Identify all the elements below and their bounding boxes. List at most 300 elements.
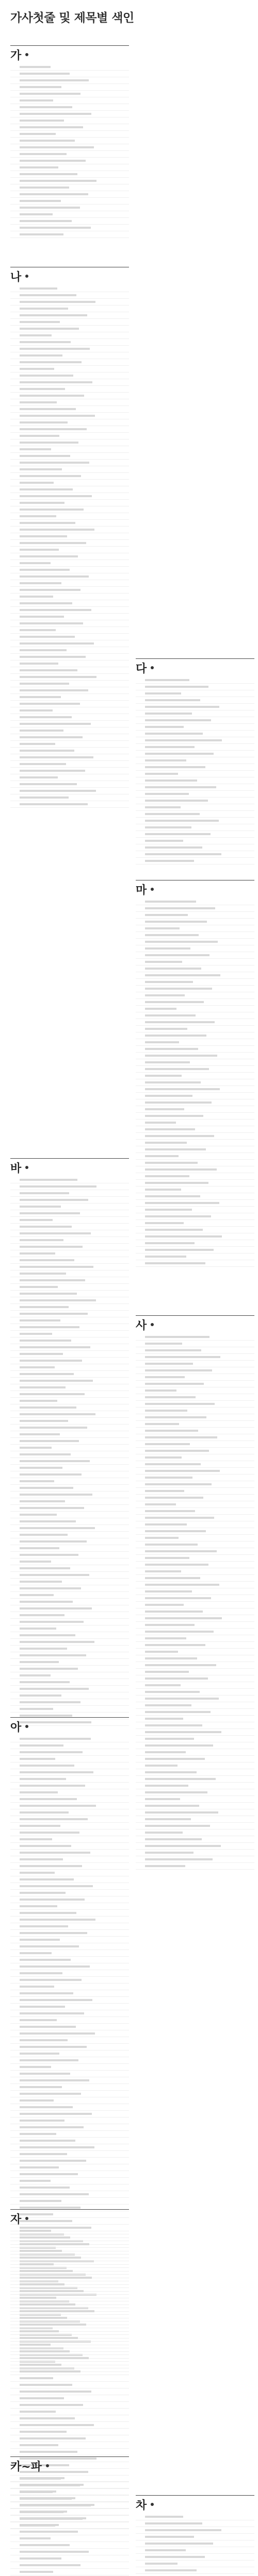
entry-text [145, 905, 243, 911]
index-entry [136, 1615, 254, 1622]
entry-text [20, 1404, 118, 1411]
entry-text [20, 1418, 118, 1424]
entry-text [145, 1468, 243, 1474]
entry-text [20, 178, 118, 184]
entry-text [145, 1053, 243, 1059]
index-entry [10, 1783, 129, 1789]
index-entry [136, 1495, 254, 1501]
index-entry [10, 2205, 129, 2211]
entry-text [145, 1066, 243, 1072]
index-entry [10, 1789, 129, 1796]
index-entry [10, 393, 129, 399]
entry-text [20, 727, 118, 734]
entry-text [20, 1876, 118, 1883]
entry-text [20, 1997, 118, 2003]
entry-text [145, 939, 243, 945]
index-entry [10, 1438, 129, 1445]
entry-text [145, 1475, 243, 1481]
index-entry [136, 1153, 254, 1160]
index-entry [10, 2502, 129, 2509]
entry-text [20, 1237, 118, 1243]
entry-text [20, 788, 118, 794]
entry-text [20, 1843, 118, 1849]
entry-text [20, 1485, 118, 1491]
entry-text [20, 607, 118, 613]
entry-text [145, 1180, 243, 1186]
entry-text [145, 1059, 243, 1065]
index-entry [10, 2569, 129, 2575]
entry-text [145, 1207, 243, 1213]
index-entry [136, 2534, 254, 2540]
index-entry [10, 607, 129, 614]
index-entry [136, 1555, 254, 1562]
index-entry [10, 292, 129, 299]
entry-text [145, 959, 243, 965]
entry-text [145, 784, 243, 790]
entry-text [20, 2158, 118, 2164]
entry-text [20, 2409, 118, 2415]
entry-text [20, 513, 118, 519]
index-entry [10, 587, 129, 594]
entry-text [20, 2091, 118, 2097]
entry-text [145, 838, 243, 844]
index-entry [10, 1823, 129, 1829]
index-entry [10, 2077, 129, 2084]
entry-text [20, 2382, 118, 2388]
entry-text [145, 1642, 243, 1648]
entry-text [145, 824, 243, 831]
index-entry [10, 171, 129, 178]
entry-text [20, 2004, 118, 2010]
index-entry [10, 1706, 129, 1713]
entry-text [20, 473, 118, 479]
index-entry [136, 1454, 254, 1461]
index-entry [10, 1478, 129, 1485]
entry-text [20, 2535, 118, 2541]
index-entry [10, 687, 129, 694]
index-entry [136, 1334, 254, 1341]
index-entry [10, 1756, 129, 1762]
section-divider [10, 1717, 129, 1718]
entry-text [20, 393, 118, 399]
index-entry [10, 2024, 129, 2030]
index-entry [10, 1957, 129, 1963]
entry-text [20, 1930, 118, 1936]
entry-text [20, 1699, 118, 1705]
index-entry [136, 999, 254, 1006]
entry-text [20, 1545, 118, 1551]
section-divider [136, 2495, 254, 2496]
index-entry [10, 768, 129, 774]
index-entry [10, 144, 129, 151]
index-entry-list [10, 64, 129, 238]
entry-text [20, 1317, 118, 1324]
entry-text [20, 2241, 118, 2247]
entry-text [20, 1538, 118, 1545]
entry-text [145, 1675, 243, 1682]
entry-text [20, 2368, 118, 2375]
entry-text [145, 1521, 243, 1528]
entry-text [145, 1736, 243, 1742]
bullet-icon [151, 2503, 154, 2506]
entry-text [20, 1910, 118, 1916]
index-entry [136, 2540, 254, 2547]
entry-text [145, 1120, 243, 1126]
index-entry [136, 1675, 254, 1682]
entry-text [20, 1331, 118, 1337]
entry-text [145, 1836, 243, 1842]
entry-text [20, 2255, 118, 2261]
index-entry [10, 1816, 129, 1823]
index-entry [10, 84, 129, 91]
entry-text [20, 2097, 118, 2104]
entry-text [20, 1197, 118, 1203]
bullet-icon [46, 2464, 49, 2467]
index-entry [136, 1053, 254, 1059]
entry-text [20, 493, 118, 499]
index-entry [10, 1565, 129, 1572]
index-entry [10, 1679, 129, 1686]
index-entry [136, 804, 254, 811]
entry-text [20, 1291, 118, 1297]
section-divider [10, 45, 129, 46]
entry-text [20, 1652, 118, 1658]
index-entry [10, 1856, 129, 1863]
entry-text [20, 2395, 118, 2401]
index-entry [10, 2030, 129, 2037]
index-entry [10, 198, 129, 205]
index-entry [10, 306, 129, 312]
index-entry [136, 1608, 254, 1615]
index-entry [10, 1411, 129, 1418]
index-entry [136, 777, 254, 784]
index-entry [10, 2375, 129, 2382]
index-entry [10, 547, 129, 553]
entry-text [145, 1408, 243, 1414]
index-entry [136, 1588, 254, 1595]
index-entry [136, 1099, 254, 1106]
index-entry [136, 1073, 254, 1079]
entry-text [145, 912, 243, 918]
index-entry [10, 231, 129, 238]
index-entry [10, 2315, 129, 2321]
index-entry [10, 1384, 129, 1391]
index-entry [10, 2549, 129, 2555]
entry-text [20, 144, 118, 150]
entry-text [145, 1361, 243, 1367]
entry-text [20, 346, 118, 352]
entry-text [145, 1012, 243, 1019]
entry-text [20, 2281, 118, 2287]
index-entry [136, 1716, 254, 1722]
entry-text [145, 717, 243, 723]
entry-text [145, 1428, 243, 1434]
index-entry [136, 1722, 254, 1729]
index-entry [10, 2288, 129, 2295]
index-entry [136, 1696, 254, 1702]
entry-text [20, 2301, 118, 2308]
entry-text [20, 1679, 118, 1685]
entry-text [145, 1843, 243, 1849]
index-entry [10, 1244, 129, 1250]
index-entry [136, 1180, 254, 1187]
index-entry [10, 2144, 129, 2151]
index-entry [10, 184, 129, 191]
entry-text [20, 1264, 118, 1270]
section-heading-label: 마 [136, 883, 147, 897]
index-entry [136, 1475, 254, 1481]
entry-text [145, 1253, 243, 1260]
entry-text [145, 1006, 243, 1012]
section-heading [10, 47, 129, 62]
entry-text [20, 117, 118, 124]
section-sa [136, 1317, 254, 1870]
entry-text [145, 986, 243, 992]
index-entry [136, 844, 254, 851]
entry-text [145, 1622, 243, 1628]
entry-text [20, 1943, 118, 1950]
section-heading-label: 사 [136, 1318, 147, 1332]
index-entry [10, 614, 129, 620]
index-entry [10, 540, 129, 547]
index-entry [136, 1669, 254, 1675]
entry-text [145, 1160, 243, 1166]
entry-text [20, 1803, 118, 1809]
index-entry [10, 513, 129, 520]
index-entry [10, 1572, 129, 1579]
section-heading [136, 882, 254, 896]
entry-text [145, 1528, 243, 1534]
index-entry [136, 1742, 254, 1749]
entry-text [20, 1579, 118, 1585]
entry-text [20, 1204, 118, 1210]
entry-text [20, 339, 118, 345]
index-entry [10, 1485, 129, 1492]
index-entry [136, 2520, 254, 2527]
entry-text [20, 2569, 118, 2575]
index-entry-list [136, 677, 254, 865]
index-entry [136, 818, 254, 824]
index-entry [10, 1518, 129, 1525]
entry-text [145, 1649, 243, 1655]
entry-text [20, 104, 118, 110]
index-entry [10, 506, 129, 513]
index-entry [136, 1374, 254, 1381]
index-entry [136, 1635, 254, 1642]
entry-text [20, 2488, 118, 2495]
entry-text [20, 1337, 118, 1344]
index-entry [10, 1599, 129, 1605]
entry-text [145, 1501, 243, 1507]
index-entry [10, 674, 129, 681]
index-entry [10, 2435, 129, 2442]
entry-text [145, 1193, 243, 1199]
entry-text [145, 1220, 243, 1226]
index-entry [136, 2527, 254, 2534]
index-entry [136, 1006, 254, 1012]
index-entry [136, 1106, 254, 1113]
entry-text [20, 1816, 118, 1822]
entry-text [20, 1532, 118, 1538]
entry-text [20, 1756, 118, 1762]
index-entry [10, 372, 129, 379]
entry-text [145, 1488, 243, 1494]
index-entry [136, 1816, 254, 1823]
entry-text [20, 2328, 118, 2334]
entry-text [145, 1086, 243, 1092]
index-entry [10, 1465, 129, 1471]
index-entry [10, 386, 129, 393]
index-entry [136, 1789, 254, 1796]
index-entry [10, 158, 129, 164]
index-entry [10, 1950, 129, 1957]
index-entry [10, 359, 129, 366]
index-entry [10, 2131, 129, 2138]
entry-text [20, 2205, 118, 2211]
index-entry [10, 339, 129, 346]
index-entry [10, 2281, 129, 2288]
entry-text [20, 2144, 118, 2150]
entry-text [145, 811, 243, 817]
index-entry [10, 1943, 129, 1950]
entry-text [20, 2509, 118, 2515]
entry-text [20, 486, 118, 493]
entry-text [145, 1635, 243, 1641]
entry-text [145, 1789, 243, 1795]
index-entry [10, 627, 129, 634]
index-entry [10, 761, 129, 768]
entry-text [20, 1565, 118, 1571]
entry-text [20, 2178, 118, 2184]
entry-text [20, 1829, 118, 1836]
entry-text [20, 2295, 118, 2301]
entry-text [20, 2362, 118, 2368]
entry-text [20, 211, 118, 217]
entry-text [20, 399, 118, 405]
index-entry [10, 1351, 129, 1358]
entry-text [20, 640, 118, 647]
index-entry [136, 1702, 254, 1709]
index-entry [10, 1512, 129, 1518]
section-divider [136, 658, 254, 659]
entry-text [20, 2562, 118, 2568]
entry-text [20, 406, 118, 412]
entry-text [145, 1374, 243, 1380]
index-entry [10, 654, 129, 660]
entry-text [145, 1809, 243, 1816]
index-entry [10, 486, 129, 493]
index-entry [10, 131, 129, 138]
index-entry [136, 1548, 254, 1555]
index-entry [136, 1367, 254, 1374]
index-entry [136, 1173, 254, 1180]
index-entry [136, 1769, 254, 1776]
entry-text [145, 1776, 243, 1782]
entry-text [145, 952, 243, 958]
bullet-icon [151, 1323, 154, 1326]
entry-text [20, 540, 118, 546]
entry-text [20, 2522, 118, 2528]
index-entry [10, 1625, 129, 1632]
entry-text [20, 781, 118, 787]
index-entry [136, 1039, 254, 1046]
index-entry [10, 1984, 129, 1990]
index-entry [10, 1190, 129, 1197]
entry-text [145, 1046, 243, 1052]
index-entry [10, 2234, 129, 2241]
bullet-icon [25, 275, 28, 278]
index-entry [10, 2057, 129, 2064]
entry-text [20, 594, 118, 600]
entry-text [20, 1378, 118, 1384]
entry-text [20, 1592, 118, 1598]
entry-text [20, 660, 118, 667]
index-entry [10, 1358, 129, 1364]
entry-text [20, 2151, 118, 2157]
entry-text [20, 1324, 118, 1330]
entry-text [145, 932, 243, 938]
index-entry [10, 2151, 129, 2158]
index-entry [136, 831, 254, 838]
index-entry [10, 600, 129, 607]
index-entry [10, 1870, 129, 1876]
entry-text [20, 1990, 118, 1996]
entry-text [20, 2449, 118, 2455]
index-entry [10, 2449, 129, 2455]
index-entry [136, 1501, 254, 1508]
index-entry [136, 798, 254, 804]
entry-text [20, 433, 118, 439]
index-entry [136, 2514, 254, 2520]
entry-text [145, 1742, 243, 1749]
entry-text [145, 1173, 243, 1179]
entry-text [145, 1508, 243, 1514]
entry-text [145, 1662, 243, 1668]
entry-text [20, 553, 118, 560]
entry-text [20, 2268, 118, 2274]
entry-text [145, 1019, 243, 1025]
entry-text [20, 1431, 118, 1437]
entry-text [20, 1672, 118, 1679]
entry-text [20, 1217, 118, 1223]
entry-text [20, 2388, 118, 2395]
entry-text [145, 1434, 243, 1440]
entry-text [145, 1260, 243, 1266]
index-entry [10, 2388, 129, 2395]
entry-text [20, 2375, 118, 2381]
index-entry [10, 225, 129, 231]
index-entry [10, 1836, 129, 1843]
entry-text [20, 741, 118, 747]
index-entry [136, 1823, 254, 1829]
index-entry [10, 1197, 129, 1204]
entry-text [20, 527, 118, 533]
entry-text [145, 1200, 243, 1206]
index-entry [10, 91, 129, 97]
entry-text [145, 1213, 243, 1219]
entry-text [20, 2542, 118, 2548]
entry-text [145, 2574, 243, 2576]
index-entry [10, 164, 129, 171]
entry-text [20, 2037, 118, 2043]
entry-text [145, 1515, 243, 1521]
index-entry [10, 1990, 129, 1997]
entry-text [20, 573, 118, 580]
index-entry-list [10, 2475, 129, 2576]
entry-text [145, 1850, 243, 1856]
entry-text [20, 1883, 118, 1889]
index-entry [136, 1240, 254, 1247]
